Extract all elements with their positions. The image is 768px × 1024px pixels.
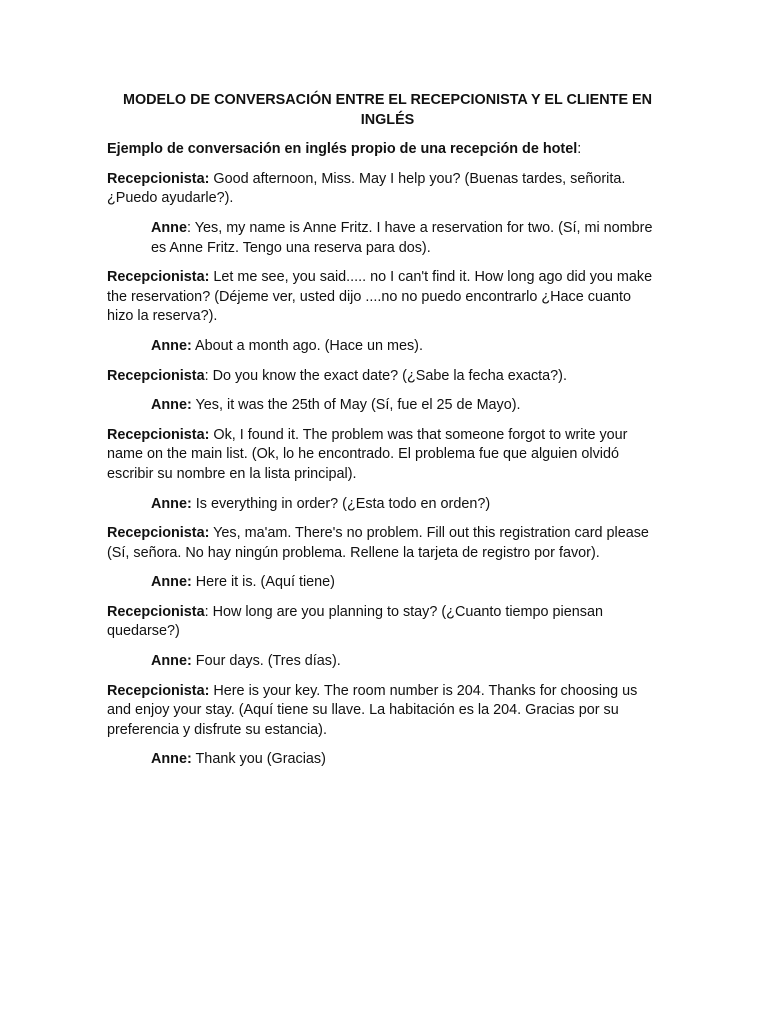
subtitle-punctuation: : <box>577 141 582 158</box>
speaker-label: Anne: <box>151 653 192 670</box>
dialogue-turn-receptionist <box>107 426 660 485</box>
speaker-label: Recepcionista: <box>107 682 210 699</box>
speaker-label: Anne: <box>151 495 192 512</box>
dialogue-turn-anne <box>107 495 660 515</box>
turn-text: Here it is. (Aquí tiene) <box>191 574 335 591</box>
dialogue-turn-receptionist <box>107 524 660 563</box>
speaker-label: Recepcionista <box>107 367 205 384</box>
dialogue-turn-receptionist <box>107 682 660 741</box>
turn-text: : How long are you planning to stay? (¿Cuanto tiempo piensan quedarse?) <box>107 603 603 640</box>
turn-text: : Yes, my name is Anne Fritz. I have a reservation for two. (Sí, mi nombre es Anne Fritz. Tengo una reserva para dos). <box>151 219 653 256</box>
dialogue-turn-anne <box>107 750 660 770</box>
document-title: MODELO DE CONVERSACIÓN ENTRE EL RECEPCIONISTA Y EL CLIENTE EN INGLÉS <box>122 92 653 128</box>
turn-text: Good afternoon, Miss. May I help you? (Buenas tardes, señorita. ¿Puedo ayudarle?). <box>107 170 626 207</box>
turn-text: : Do you know the exact date? (¿Sabe la fecha exacta?). <box>204 367 567 384</box>
speaker-label: Anne: <box>151 337 192 354</box>
dialogue-turn-receptionist <box>107 603 660 642</box>
speaker-label: Recepcionista: <box>107 269 210 286</box>
dialogue-turn-anne <box>107 652 660 672</box>
speaker-label: Recepcionista: <box>107 170 210 187</box>
dialogue-turn-anne <box>107 219 660 258</box>
turn-text: Let me see, you said..... no I can't find it. How long ago did you make the reservation? (Déjeme ver, usted dijo ....no no puedo encontrarlo ¿Hace cuanto hizo la reserva?). <box>107 269 653 325</box>
dialogue-turn-anne <box>107 573 660 593</box>
speaker-label: Anne: <box>151 751 192 768</box>
turn-text: Ok, I found it. The problem was that someone forgot to write your name on the main list. (Ok, lo he encontrado. El problema fue que alguien olvidó escribir su nombre en la lista principal). <box>107 426 628 482</box>
turn-text: Thank you (Gracias) <box>191 751 326 768</box>
dialogue-turn-receptionist <box>107 367 660 387</box>
turn-text: Yes, it was the 25th of May (Sí, fue el 25 de Mayo). <box>191 397 521 414</box>
speaker-label: Recepcionista: <box>107 525 210 542</box>
speaker-label: Anne <box>151 219 187 236</box>
turn-text: Yes, ma'am. There's no problem. Fill out this registration card please (Sí, señora. No hay ningún problema. Rellene la tarjeta de registro por favor). <box>107 525 649 561</box>
document-subtitle <box>107 140 660 160</box>
dialogue-turn-anne <box>107 396 660 416</box>
turn-text: Is everything in order? (¿Esta todo en orden?) <box>191 495 491 512</box>
speaker-label: Anne: <box>151 574 192 591</box>
subtitle-text: Ejemplo de conversación en inglés propio de una recepción de hotel <box>107 141 578 158</box>
dialogue-turn-receptionist <box>107 268 660 327</box>
turn-text: About a month ago. (Hace un mes). <box>191 337 423 354</box>
turn-text: Four days. (Tres días). <box>191 653 341 670</box>
dialogue-turn-receptionist <box>107 170 660 209</box>
speaker-label: Anne: <box>151 397 192 414</box>
speaker-label: Recepcionista: <box>107 426 210 443</box>
turn-text: Here is your key. The room number is 204. Thanks for choosing us and enjoy your stay. (Aquí tiene su llave. La habitación es la 204. Gracias por su preferencia y disfrute su estancia). <box>107 682 638 738</box>
speaker-label: Recepcionista <box>107 603 205 620</box>
dialogue-turn-anne <box>107 337 660 357</box>
